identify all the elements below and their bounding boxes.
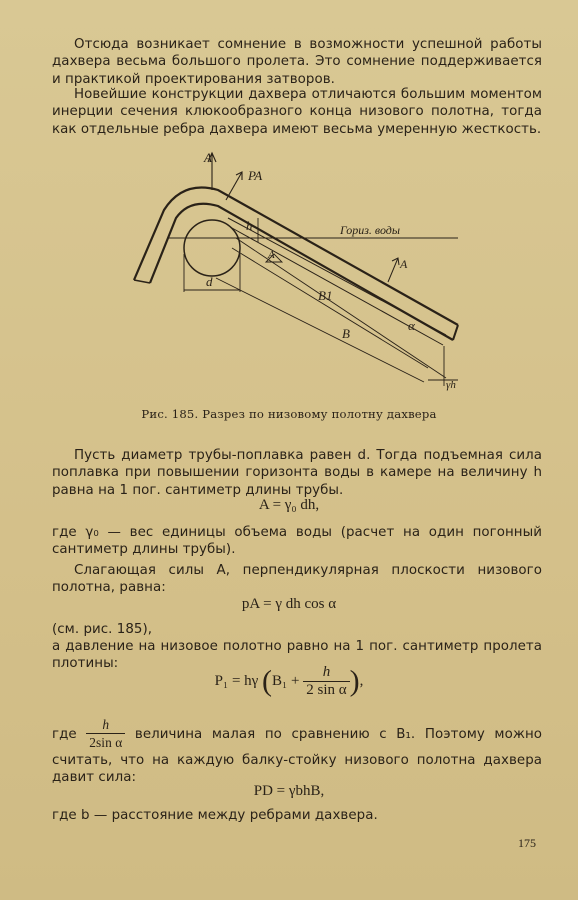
p7-frac-num: h — [86, 716, 125, 734]
label-A-top: A — [204, 150, 212, 165]
label-water: Гориз. воды — [340, 223, 400, 237]
paragraph-modern-designs: Новейшие конструкции дахвера отличаются большим моментом инерции сечения клюкообразного конца низового полотна, тогда как отдельные ребра дахвера имеют весьма умеренную жесткость. — [52, 87, 542, 137]
p7-lead: где — [52, 726, 77, 742]
label-B1: B1 — [318, 288, 333, 303]
formula-P1-end: , — [359, 672, 364, 689]
label-alpha: α — [408, 318, 415, 333]
paragraph-doubt: Отсюда возникает сомнение в возможности успешной работы дахвера весьма большого пролета. Это сомнение поддерживается и практикой проектирования затворов. — [52, 37, 542, 87]
formula-PD: PD = γbhB, — [253, 783, 325, 799]
p7-frac-den: 2sin α — [89, 735, 123, 751]
formula-P1-B: B₁ + — [272, 672, 300, 689]
paragraph-rib-distance: где b — расстояние между ребрами дахвера. — [52, 808, 378, 823]
formula-P1: P₁ = hγ (B₁ + $\frac{h}{\text{2 sin α}}$ ), — [214, 664, 364, 698]
label-A-small: A — [268, 249, 275, 261]
formula-P1-left: P₁ = hγ — [214, 672, 259, 689]
label-yh: γh — [446, 379, 456, 391]
label-B: B — [342, 326, 350, 341]
figure-caption: Рис. 185. Разрез по низовому полотну дахвера — [141, 407, 437, 421]
formula-P1-den: 2 sin α — [306, 682, 347, 698]
label-d: d — [206, 274, 213, 289]
paragraph-small-value — [52, 716, 542, 786]
figure-185 — [128, 150, 468, 400]
p7-tail: величина малая по сравнению с B₁. Поэтому можно считать, что на каждую балку-стойку низового полотна дахвера давит сила: — [52, 726, 542, 785]
paragraph-pipe-diameter: Пусть диаметр трубы-поплавка равен d. Тогда подъемная сила поплавка при повышении горизонта воды в камере на величину h равна на 1 пог. сантиметр длины трубы. — [52, 448, 542, 498]
page-number: 175 — [518, 836, 536, 850]
label-h: h — [246, 218, 253, 233]
formula-A: A = γ₀ dh, — [258, 497, 320, 513]
paragraph-pressure: а давление на низовое полотно равно на 1 пог. сантиметр пролета плотины: — [52, 639, 542, 672]
label-A-right: A — [400, 257, 408, 271]
paragraph-gamma: где γ₀ — вес единицы объема воды (расчет на один погонный сантиметр длины трубы). — [52, 525, 542, 558]
paragraph-see-figure: (см. рис. 185), — [52, 622, 153, 637]
paragraph-component: Слагающая силы A, перпендикулярная плоскости низового полотна, равна: — [52, 563, 542, 596]
formula-pA: pA = γ dh cos α — [241, 596, 337, 612]
formula-P1-num: h — [303, 664, 349, 682]
label-PA: PA — [248, 168, 263, 183]
